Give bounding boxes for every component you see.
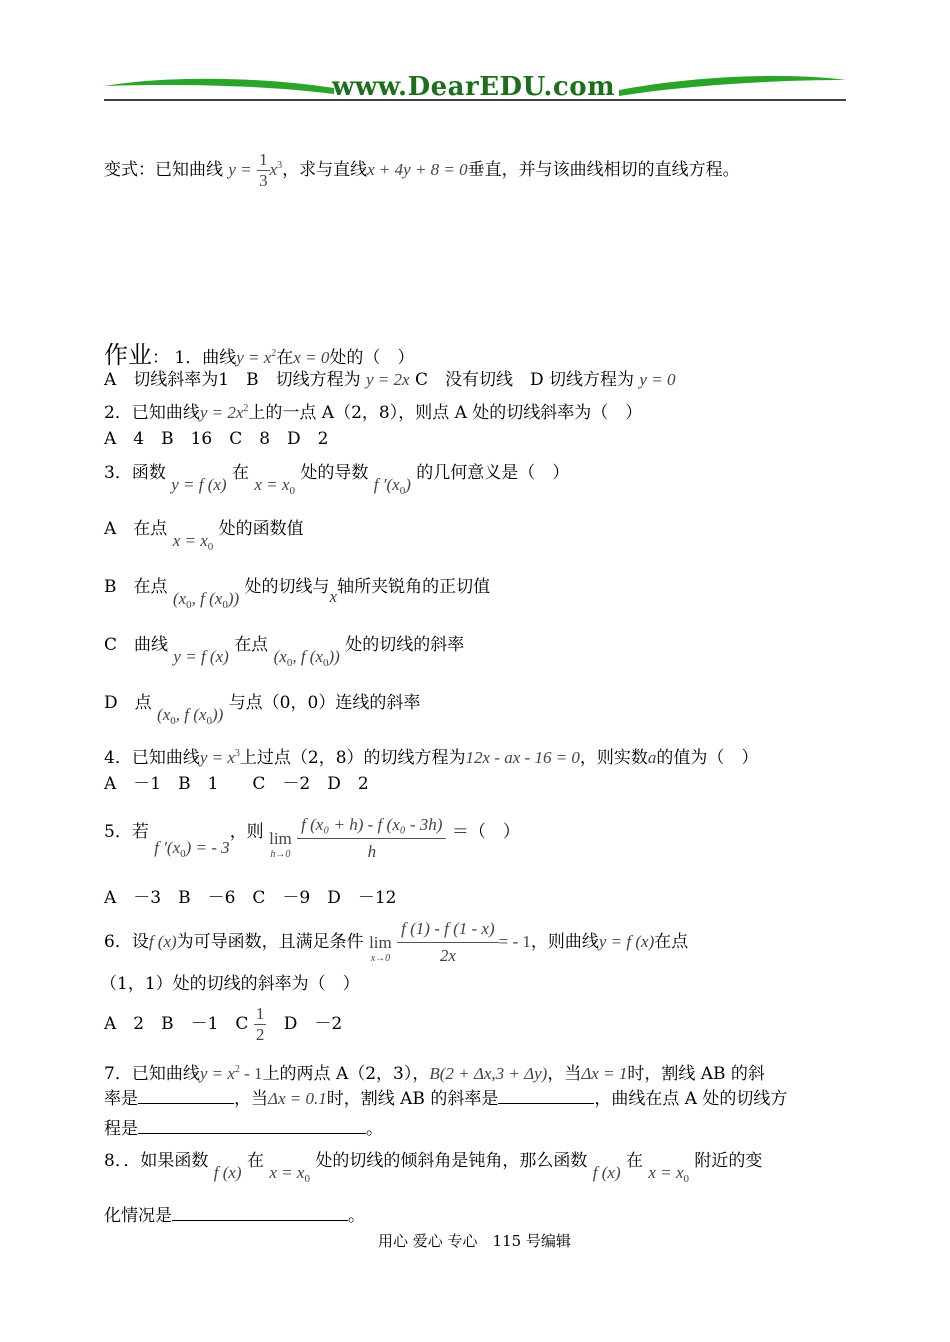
q8-line (104, 1146, 763, 1185)
q5-options: A －3 B －6 C －9 D －12 (104, 888, 397, 908)
q3-fprime: f ′(x (373, 475, 400, 494)
q3-opt-b-sub2: 0 (222, 599, 228, 611)
q7-blank-2[interactable] (498, 1087, 594, 1104)
q3-opt-b-pt2: , f (x (191, 589, 223, 608)
q6-fx: f (x) (148, 932, 177, 951)
q3-opt-b-x: x (329, 587, 338, 606)
q8-line2a: 化情况是 (104, 1206, 172, 1226)
q7-line (104, 1059, 765, 1085)
q3-opt-d-sub2: 0 (206, 715, 212, 727)
q6-line (104, 916, 688, 969)
q3-opt-b-pt: (x (172, 589, 187, 608)
q6-options (104, 1004, 342, 1045)
q3-opt-d-tail: 与点（0，0）连线的斜率 (228, 693, 421, 713)
q8-blank[interactable] (172, 1204, 348, 1221)
q4-a: a (647, 748, 657, 767)
q3-opt-d-sub1: 0 (170, 715, 176, 727)
q7-b-point: B(2 + Δx,3 + Δy) (429, 1064, 548, 1083)
variant-lead: 变式：已知曲线 (104, 160, 223, 180)
q6-opt-fraction: $\frac{1}{2}$ (255, 1004, 265, 1044)
q5-lim: lim h→0 (269, 828, 292, 860)
q2-lead: 2．已知曲线 (104, 403, 200, 423)
q3-fprime-sub: 0 (399, 485, 406, 497)
q3-at: 在 (232, 463, 249, 483)
q6-mid: 为可导函数，且满足条件 (176, 932, 364, 952)
q4-line (104, 743, 758, 769)
q3-line: 3．函数 y = f (x) 在 $x = x_0$ 处的导数 f $'(x_0)$ 的几何意义是（ ） (104, 463, 570, 497)
q6-line2: （1，1）处的切线的斜率为（ ） (100, 974, 360, 994)
q1-opt-ab: A 切线斜率为1 B 切线方程为 (104, 370, 361, 390)
q8-line2b: 。 (348, 1206, 365, 1226)
q8-x0-2: x = x (648, 1163, 684, 1182)
q1-opt-d-eq: y = 0 (639, 370, 676, 389)
variant-mid: ，求与直线 (282, 160, 368, 180)
q3-opt-a-tail: 处的函数值 (218, 519, 304, 539)
q3-opt-d (104, 688, 421, 727)
logo-text: www.DearEDU.com (332, 72, 616, 102)
q4-tail2: 的值为（ ） (656, 748, 759, 768)
q1-options (104, 369, 675, 391)
q5-cond2: ) = - 3 (185, 838, 230, 857)
q7-line3a: 程是 (104, 1119, 138, 1139)
q3-opt-d-pt: (x (157, 705, 171, 724)
q5-lead: 5．若 (104, 822, 149, 842)
q5-fraction: $\frac{\text{f (x₀ + h) - f (x₀ - 3h)}}{h}$ (297, 812, 446, 865)
q2-tail: 上的一点 A（2，8），则点 A 处的切线斜率为（ ） (248, 403, 643, 423)
q4-options: A －1 B 1 C －2 D 2 (104, 774, 369, 794)
q3-opt-c-pt: (x (273, 647, 287, 666)
variant-x: x (269, 160, 278, 179)
q3-opt-b-pt3: )) (227, 589, 240, 608)
q7-lead: 7．已知曲线 (104, 1064, 200, 1084)
q6-lim: lim x→0 (369, 932, 392, 964)
q6-tail: ，则曲线 (530, 932, 599, 952)
page-footer: 用心 爱心 专心 115 号编辑 (378, 1232, 571, 1250)
q3-opt-c-mid: 在点 (234, 635, 269, 655)
q6-opts-b: D －2 (283, 1014, 343, 1034)
q3-opt-b-tail: 轴所夹锐角的正切值 (337, 577, 491, 597)
q3-opt-c-sub1: 0 (286, 657, 293, 669)
q8-at2: 在 (626, 1151, 644, 1171)
variant-tail: 垂直，并与该曲线相切的直线方程。 (467, 160, 740, 180)
q5-line (104, 812, 520, 865)
variant-eq-y: y = (228, 160, 252, 179)
q6-tail2: 在点 (654, 932, 689, 952)
q7-line2d: ，曲线在点 A 处的切线方 (594, 1089, 788, 1109)
homework-title: 作业 (104, 341, 152, 369)
q8-sub: 0 (304, 1173, 310, 1185)
q6-eqv: = - 1 (498, 932, 531, 951)
q3-opt-a-lead: A 在点 (104, 519, 168, 539)
header-logo (104, 72, 846, 106)
q3-lead: 3．函数 (104, 463, 166, 483)
q1-tail: 处的（ ） (329, 348, 415, 368)
q7-dx2: Δx = 0.1 (268, 1089, 327, 1108)
q7-line2a: 率是 (104, 1089, 138, 1109)
q2-exp: 2 (243, 403, 249, 414)
q1-lead: 1．曲线 (174, 348, 237, 368)
q2-options: A 4 B 16 C 8 D 2 (104, 429, 329, 449)
q8-x0: x = x (269, 1163, 305, 1182)
variant-exp: 3 (277, 160, 283, 171)
q7-eq2: - 1 (239, 1064, 263, 1083)
q3-opt-b-sub1: 0 (186, 599, 192, 611)
q7-line3b: 。 (366, 1119, 383, 1139)
q1-eq: y = x (236, 348, 272, 367)
q8-tail: 附近的变 (694, 1151, 763, 1171)
q7-dx1: Δx = 1 (581, 1064, 628, 1083)
q6-curve: y = f (x) (598, 932, 655, 951)
q3-opt-c-tail: 处的切线的斜率 (345, 635, 465, 655)
q7-line2c: 时，割线 AB 的斜率是 (326, 1089, 499, 1109)
q3-opt-c-pt2: , f (x (292, 647, 323, 666)
q4-mid: 上过点（2，8）的切线方程为 (239, 748, 466, 768)
q3-opt-d-pt3: )) (211, 705, 224, 724)
variant-line-eq: x + 4y + 8 = 0 (367, 160, 468, 179)
homework-q1-line (104, 340, 414, 372)
q7-tail: 时，割线 AB 的斜 (627, 1064, 765, 1084)
q3-deriv-lead: 处的导数 (300, 463, 369, 483)
q8-lead: 8．．如果函数 (104, 1151, 209, 1171)
q5-cond: f ′(x (154, 838, 181, 857)
q3-opt-a (104, 514, 304, 553)
homework-colon: ： (152, 348, 169, 368)
q3-opt-b-lead: B 在点 (104, 577, 168, 597)
q5-then: ，则 (229, 822, 264, 842)
q7-line2b: ，当 (234, 1089, 268, 1109)
q5-cond-sub: 0 (180, 848, 186, 860)
q3-opt-a-sub: 0 (207, 541, 214, 553)
q3-opt-d-lead: D 点 (104, 693, 152, 713)
q3-opt-d-pt2: , f (x (175, 705, 207, 724)
q4-exp: 3 (234, 748, 240, 759)
q3-opt-c (104, 630, 465, 669)
q3-opt-a-eq: x = x (172, 531, 208, 550)
q1-opt-b-eq: y = 2x (366, 370, 410, 389)
q7-blank-3[interactable] (138, 1117, 366, 1134)
q8-mid: 处的切线的倾斜角是钝角，那么函数 (315, 1151, 588, 1171)
variant-line (104, 150, 740, 191)
q8-fx: f (x) (213, 1163, 242, 1182)
q6-opts-a: A 2 B －1 C (104, 1014, 249, 1034)
q3-f: y = f (x) (171, 475, 227, 494)
q7-mid2: ，当 (547, 1064, 582, 1084)
q8-fx2: f (x) (592, 1163, 621, 1182)
q1-mid: 在 (276, 348, 294, 368)
q4-tail1: ，则实数 (579, 748, 648, 768)
q3-opt-c-lead: C 曲线 (104, 635, 169, 655)
q3-tail: 的几何意义是（ ） (416, 463, 570, 483)
q7-exp: 2 (234, 1064, 240, 1075)
q2-line (104, 398, 642, 424)
q6-fraction: $\frac{f (1) - f (1 - x)}{2x}$ (397, 916, 498, 969)
q1-opt-cd: C 没有切线 D 切线方程为 (414, 370, 635, 390)
q6-lead: 6．设 (104, 932, 149, 952)
q8-line2 (104, 1204, 365, 1227)
q4-lead: 4．已知曲线 (104, 748, 200, 768)
q5-tail: ＝（ ） (451, 822, 520, 842)
q7-eq: y = x (199, 1064, 235, 1083)
q3-opt-b-mid: 处的切线与 (244, 577, 330, 597)
variant-fraction: $\frac{1}{3}$ (259, 150, 268, 190)
q3-opt-c-pt3: )) (328, 647, 340, 666)
q1-point: x = 0 (293, 348, 330, 367)
q7-line2 (104, 1087, 787, 1110)
q7-line3 (104, 1117, 383, 1140)
q7-mid: 上的两点 A（2，3）， (262, 1064, 430, 1084)
q3-x0: x = x (254, 475, 290, 494)
q4-eq: y = x (199, 748, 235, 767)
q8-at: 在 (246, 1151, 264, 1171)
q7-blank-1[interactable] (138, 1087, 234, 1104)
q2-eq: y = 2x (199, 403, 244, 422)
q3-sub0: 0 (289, 485, 295, 497)
q3-opt-b (104, 572, 491, 611)
q8-sub2: 0 (683, 1173, 689, 1185)
q3-opt-c-sub2: 0 (323, 657, 329, 669)
q1-exp: 2 (271, 348, 277, 359)
q4-line-eq: 12x - ax - 16 = 0 (465, 748, 580, 767)
q3-opt-c-f: y = f (x) (173, 647, 229, 666)
